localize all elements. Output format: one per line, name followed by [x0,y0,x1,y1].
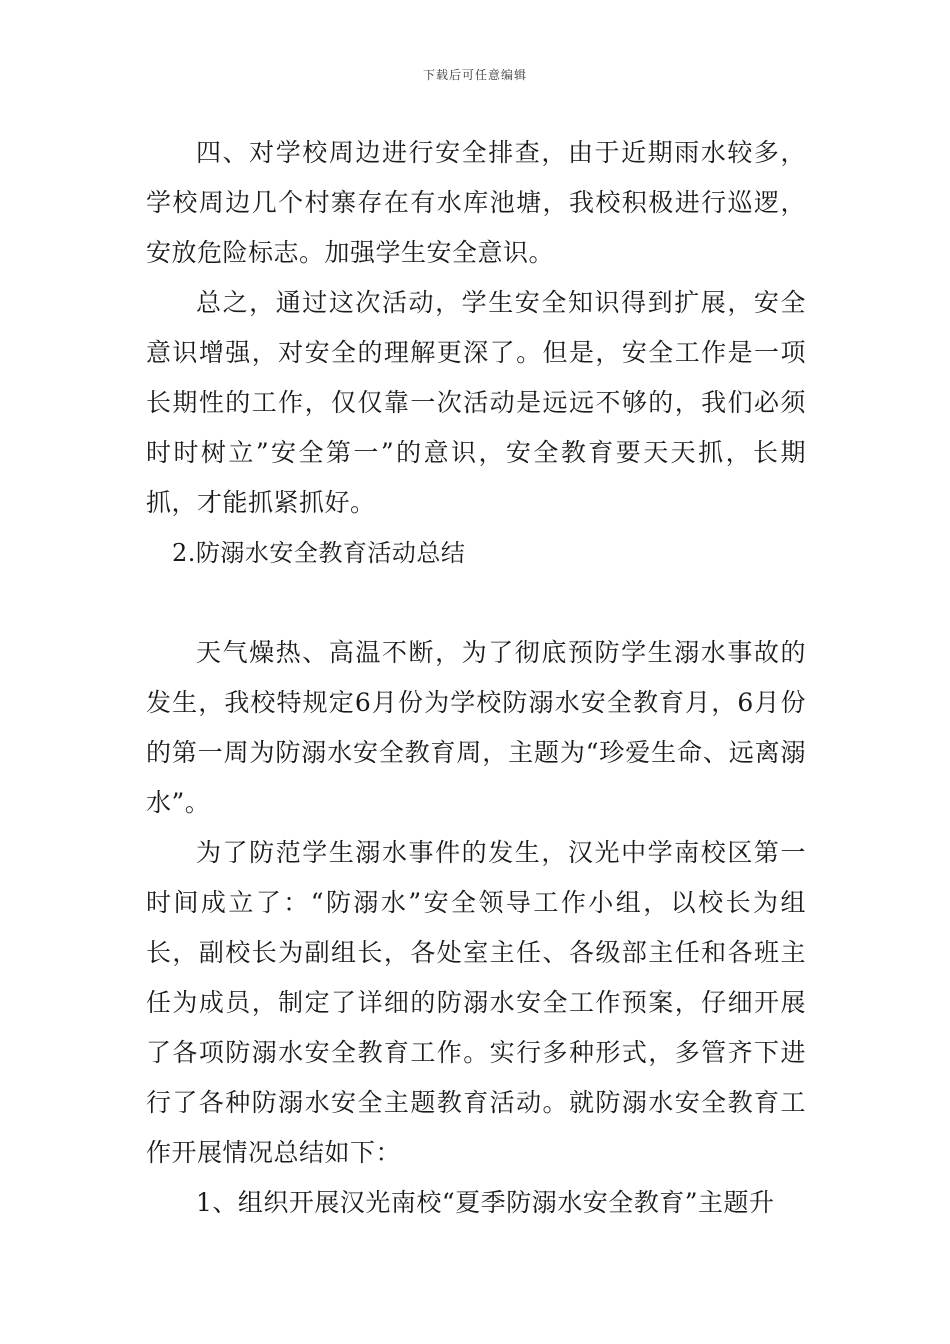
paragraph-item-1: 1、组织开展汉光南校“夏季防溺水安全教育”主题升 [196,1188,775,1217]
paragraph-intro: 天气燥热、高温不断，为了彻底预防学生溺水事故的发生，我校特规定6月份为学校防溺水安全教育月，6月份的第一周为防溺水安全教育周，主题为“珍爱生命、远离溺水”。 [146,638,806,817]
section-heading: 2.防溺水安全教育活动总结 [172,539,466,567]
paragraph-conclusion: 总之，通过这次活动，学生安全知识得到扩展，安全意识增强，对安全的理解更深了。但是，安全工作是一项长期性的工作，仅仅靠一次活动是远远不够的，我们必须时时树立”安全第一”的意识，安全教育要天天抓，长期抓，才能抓紧抓好。 [146,288,806,517]
blank-line [146,578,806,628]
paragraph-working-group: 为了防范学生溺水事件的发生，汉光中学南校区第一时间成立了：“防溺水”安全领导工作小组，以校长为组长，副校长为副组长，各处室主任、各级部主任和各班主任为成员，制定了详细的防溺水安全工作预案，仔细开展了各项防溺水安全教育工作。实行多种形式，多管齐下进行了各种防溺水安全主题教育活动。就防溺水安全教育工作开展情况总结如下： [146,838,806,1167]
document-body [146,128,806,1228]
page-header: 下载后可任意编辑 [422,68,527,82]
paragraph-safety-inspection: 四、对学校周边进行安全排查，由于近期雨水较多，学校周边几个村寨存在有水库池塘，我校积极进行巡逻，安放危险标志。加强学生安全意识。 [146,138,806,267]
